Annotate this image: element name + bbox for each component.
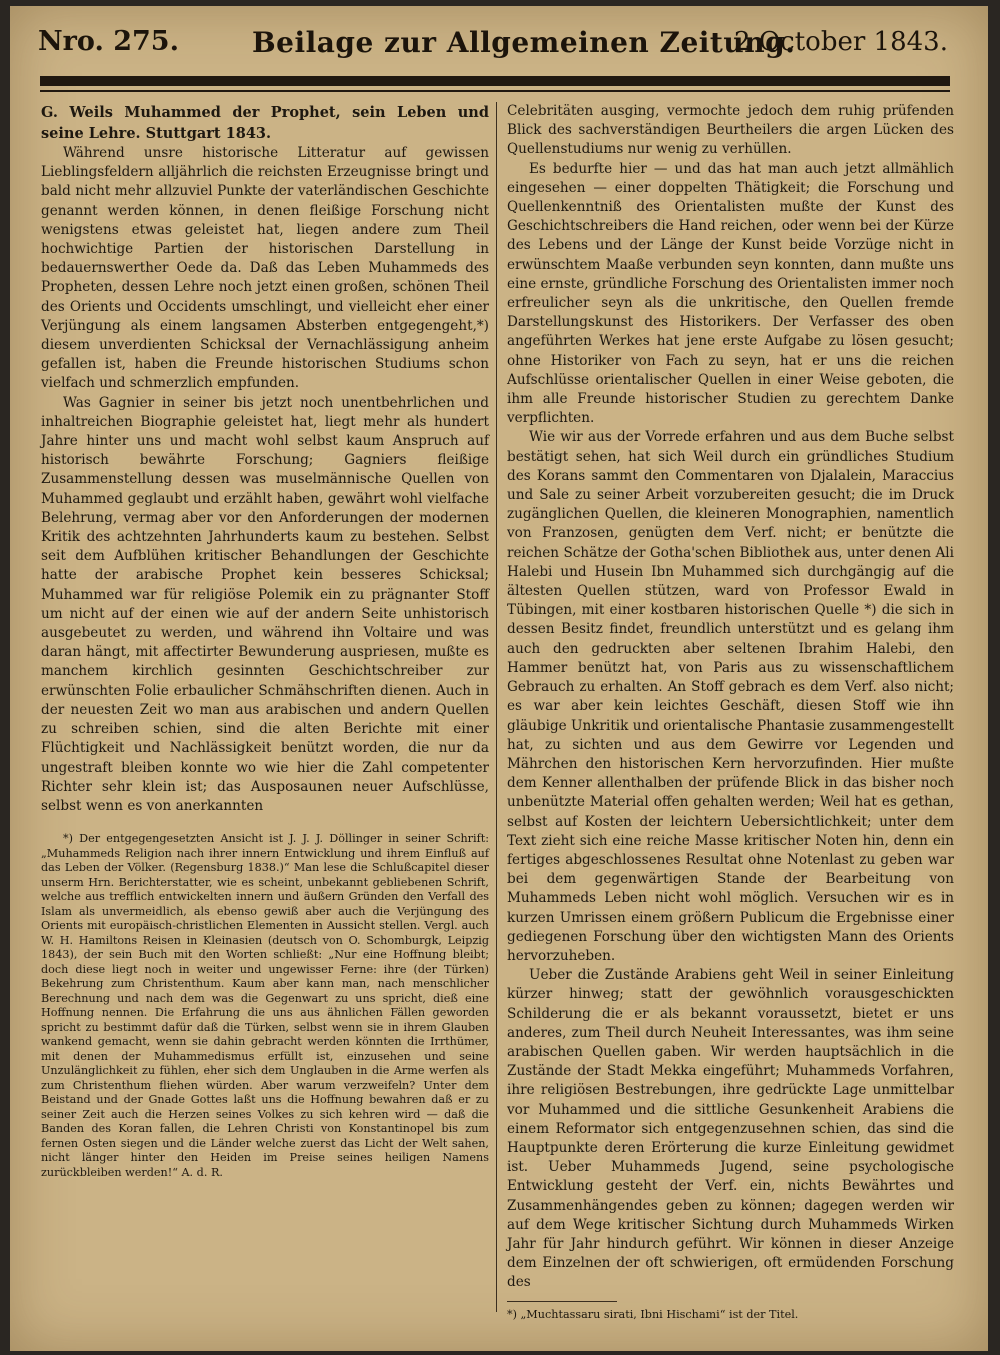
left-paragraph-2: Was Gagnier in seiner bis jetzt noch unentbehrlichen und inhaltreichen Biographie geleistet hat, liegt mehr als hundert Jahre hinter uns und macht wohl selbst kaum Anspruch auf historisch bewährte Forschung; Gagniers fleißige Zusammenstellung dessen was muselmännische Quellen von Muhammed geglaubt und erzählt haben, gewährt wohl vielfache Belehrung, vermag aber vor den Anforderungen der modernen Kritik des achtzehnten Jahrhunderts kaum zu bestehen. Selbst seit dem Aufblühen kritischer Behandlungen der Geschichte hatte der arabische Prophet kein besseres Schicksal; Muhammed war für religiöse Polemik ein zu prägnanter Stoff um nicht auf der einen wie auf der andern Seite unhistorisch ausgebeutet zu werden, und während ihn Voltaire und was daran hängt, mit affectirter Bewunderung auspriesen, mußte es manchem kirchlich gesinnten Geschichtschreiber zur erwünschten Folie erbaulicher Schmähschriften dienen. Auch in der neuesten Zeit wo man aus arabischen und andern Quellen zu schreiben schien, sind die alten Berichte mit einer Flüchtigkeit und Nachlässigkeit benützt worden, die nur da ungestraft bleiben konnte wo wie hier die Zahl competenter Richter sehr klein ist; das Ausposaunen neuer Aufschlüsse, selbst wenn es von anerkannten xyxy=(41,394,489,814)
right-paragraph-2: Es bedurfte hier — und das hat man auch jetzt allmählich eingesehen — einer doppelten Thätigkeit; die Forschung und Quellenkenntniß des Orientalisten mußte der Kunst des Geschichtschreibers die Hand reichen, oder wenn bei der Kürze des Lebens und der Länge der Kunst beide Vorzüge nicht in erwünschtem Maaße verbunden seyn konnten, dann mußte uns eine ernste, gründliche Forschung des Orientalisten immer noch erfreulicher seyn als die unkritische, den Quellen fremde Darstellungskunst des Historikers. Der Verfasser des oben angeführten Werkes hat jene erste Aufgabe zu lösen gesucht; ohne Historiker von Fach zu seyn, hat er uns die reichen Aufschlüsse orientalischer Quellen in einer Weise geboten, die ihm alle Freunde historischer Studien zu gerechtem Danke verpflichten. xyxy=(507,160,954,427)
right-paragraph-4: Ueber die Zustände Arabiens geht Weil in seiner Einleitung kürzer hinweg; statt der gewöhnlich vorausgeschickten Schilderung die er als bekannt voraussetzt, bietet er uns anderes, zum Theil durch Neuheit Interessantes, was ihm seine arabischen Quellen gaben. Wir werden hauptsächlich in die Zustände der Stadt Mekka eingeführt; Muhammeds Vorfahren, ihre religiösen Bestrebungen, ihre gedrückte Lage unmittelbar vor Muhammed und die sittliche Gesunkenheit Arabiens die einem Reformator sich entgegenzusehnen schien, das sind die Hauptpunkte deren Erörterung die kurze Einleitung gewidmet ist. Ueber Muhammeds Jugend, seine psychologische Entwicklung gesteht der Verf. ein, nichts Bewährtes und Zusammenhängendes geben zu können; dagegen werden wir auf dem Wege kritischer Sichtung durch Muhammeds Wirken Jahr für Jahr hindurch geführt. Wir können in dieser Anzeige dem Einzelnen der oft schwierigen, oft ermüdenden Forschung des xyxy=(507,967,954,1291)
newspaper-page xyxy=(10,6,988,1351)
masthead xyxy=(10,26,988,66)
column-divider xyxy=(496,102,497,1312)
left-column xyxy=(41,102,489,1180)
issue-date: 2 October 1843. xyxy=(734,27,948,57)
right-paragraph-1: Celebritäten ausging, vermochte jedoch dem ruhig prüfenden Blick des sachverständigen Beurtheilers die argen Lücken des Quellenstudiums nur wenig zu verhüllen. xyxy=(507,103,954,158)
left-footnote: *) Der entgegengesetzten Ansicht ist J. J. J. Döllinger in seiner Schrift: „Muhammeds Religion nach ihrer innern Entwicklung und ihrem Einfluß auf das Leben der Völker. (Regensburg 1838.)“ Man lese die Schlußcapitel dieser unserm Hrn. Berichterstatter, wie es scheint, unbekannt gebliebenen Schrift, welche aus trefflich entwickelten innern und äußern Gründen den Verfall des Islam als unvermeidlich, als ebenso gewiß aber auch die Verjüngung des Orients mit europäisch-christlichen Elementen in Aussicht stellen. Vergl. auch W. H. Hamiltons Reisen in Kleinasien (deutsch von O. Schomburgk, Leipzig 1843), der sein Buch mit den Worten schließt: „Nur eine Hoffnung bleibt; doch diese liegt noch in weiter und ungewisser Ferne: ihre (der Türken) Bekehrung zum Christenthum. Kaum aber kann man, nach menschlicher Berechnung und nach dem was die Gegenwart zu uns spricht, dieß eine Hoffnung nennen. Die Erfahrung die uns aus ähnlichen Fällen geworden spricht zu bestimmt dafür daß die Türken, selbst wenn sie in ihrem Glauben wankend gemacht, wenn sie dahin gebracht werden könnten die Irrthümer, mit denen der Muhammedismus erfüllt ist, einzusehen und seine Unzulänglichkeit zu fühlen, eher sich dem Unglauben in die Arme werfen als zum Christenthum fliehen würden. Aber warum verzweifeln? Unter dem Beistand und der Gnade Gottes laßt uns die Hoffnung bewahren daß er zu seiner Zeit auch die Herzen seines Volkes zu sich kehren wird — daß die Banden des Koran fallen, die Lehren Christi von Konstantinopel bis zum fernen Osten siegen und die Länder welche zuerst das Licht der Welt sahen, nicht länger hinter den Heiden im Preise seines heiligen Namens zurückbleiben werden!“ A. d. R. xyxy=(41,832,489,1179)
right-column xyxy=(507,102,954,1322)
footnote-rule xyxy=(507,1301,617,1302)
article-heading: G. Weils Muhammed der Prophet, sein Leben und seine Lehre. Stuttgart 1843. xyxy=(41,104,489,142)
footnote-gap xyxy=(41,816,489,832)
left-paragraph-1: Während unsre historische Litteratur auf gewissen Lieblingsfeldern alljährlich die reichsten Erzeugnisse bringt und bald nicht mehr allzuviel Punkte der vaterländischen Geschichte genannt werden können, in denen fleißige Forschung nicht wenigstens etwas geleistet hat, liegen andere zum Theil hochwichtige Partien der historischen Darstellung in bedauernswerther Oede da. Daß das Leben Muhammeds des Propheten, dessen Lehre noch jetzt einen großen, schönen Theil des Orients und Occidents umschlingt, und vielleicht eher einer Verjüngung als einem langsamen Absterben entgegengeht,*) diesem unverdienten Schicksal der Vernachlässigung anheim gefallen ist, haben die Freunde historischen Studiums schon vielfach und schmerzlich empfunden. xyxy=(41,145,489,392)
masthead-rule-thin xyxy=(40,90,950,92)
issue-number: Nro. 275. xyxy=(38,26,179,57)
newspaper-title: Beilage zur Allgemeinen Zeitung. xyxy=(252,26,796,59)
right-paragraph-3: Wie wir aus der Vorrede erfahren und aus dem Buche selbst bestätigt sehen, hat sich Weil durch ein gründliches Studium des Korans sammt den Commentaren von Djalalein, Maraccius und Sale zu seiner Arbeit vorzubereiten gesucht; die im Druck zugänglichen Quellen, die kleineren Monographien, namentlich von Franzosen, genügten dem Verf. nicht; er benützte die reichen Schätze der Gotha'schen Bibliothek aus, unter denen Ali Halebi und Husein Ibn Muhammed sich durchgängig auf die ältesten Quellen stützen, ward von Professor Ewald in Tübingen, mit einer kostbaren historischen Quelle *) die sich in dessen Besitz findet, freundlich unterstützt und es gelang ihm auch den gedruckten aber seltenen Ibrahim Halebi, den Hammer benützt hat, von Paris aus zu wissenschaftlichem Gebrauch zu erhalten. An Stoff gebrach es dem Verf. also nicht; es war aber kein leichtes Geschäft, diesen Stoff wie ihn gläubige Unkritik und orientalische Phantasie zusammengestellt hat, zu sichten und aus dem Gewirre vor Legenden und Mährchen den historischen Kern hervorzufinden. Hier mußte dem Kenner allenthalben der prüfende Blick in das bisher noch unbenützte Material offen gehalten werden; Weil hat es gethan, selbst auf Kosten der leichtern Uebersichtlichkeit; unter dem Text zieht sich eine reiche Masse kritischer Noten hin, denn ein fertiges abgeschlossenes Resultat ohne Notenlast zu geben war bei dem gegenwärtigen Stande der Bearbeitung von Muhammeds Leben nicht wohl möglich. Versuchen wir es in kurzen Umrissen einem größern Publicum die Ergebnisse einer gediegenen Forschung über den wichtigsten Mann des Orients hervorzuheben. xyxy=(507,429,955,964)
right-footnote: *) „Muchtassaru sirati, Ibni Hischami“ ist der Titel. xyxy=(507,1307,799,1321)
masthead-rule-thick xyxy=(40,76,950,86)
